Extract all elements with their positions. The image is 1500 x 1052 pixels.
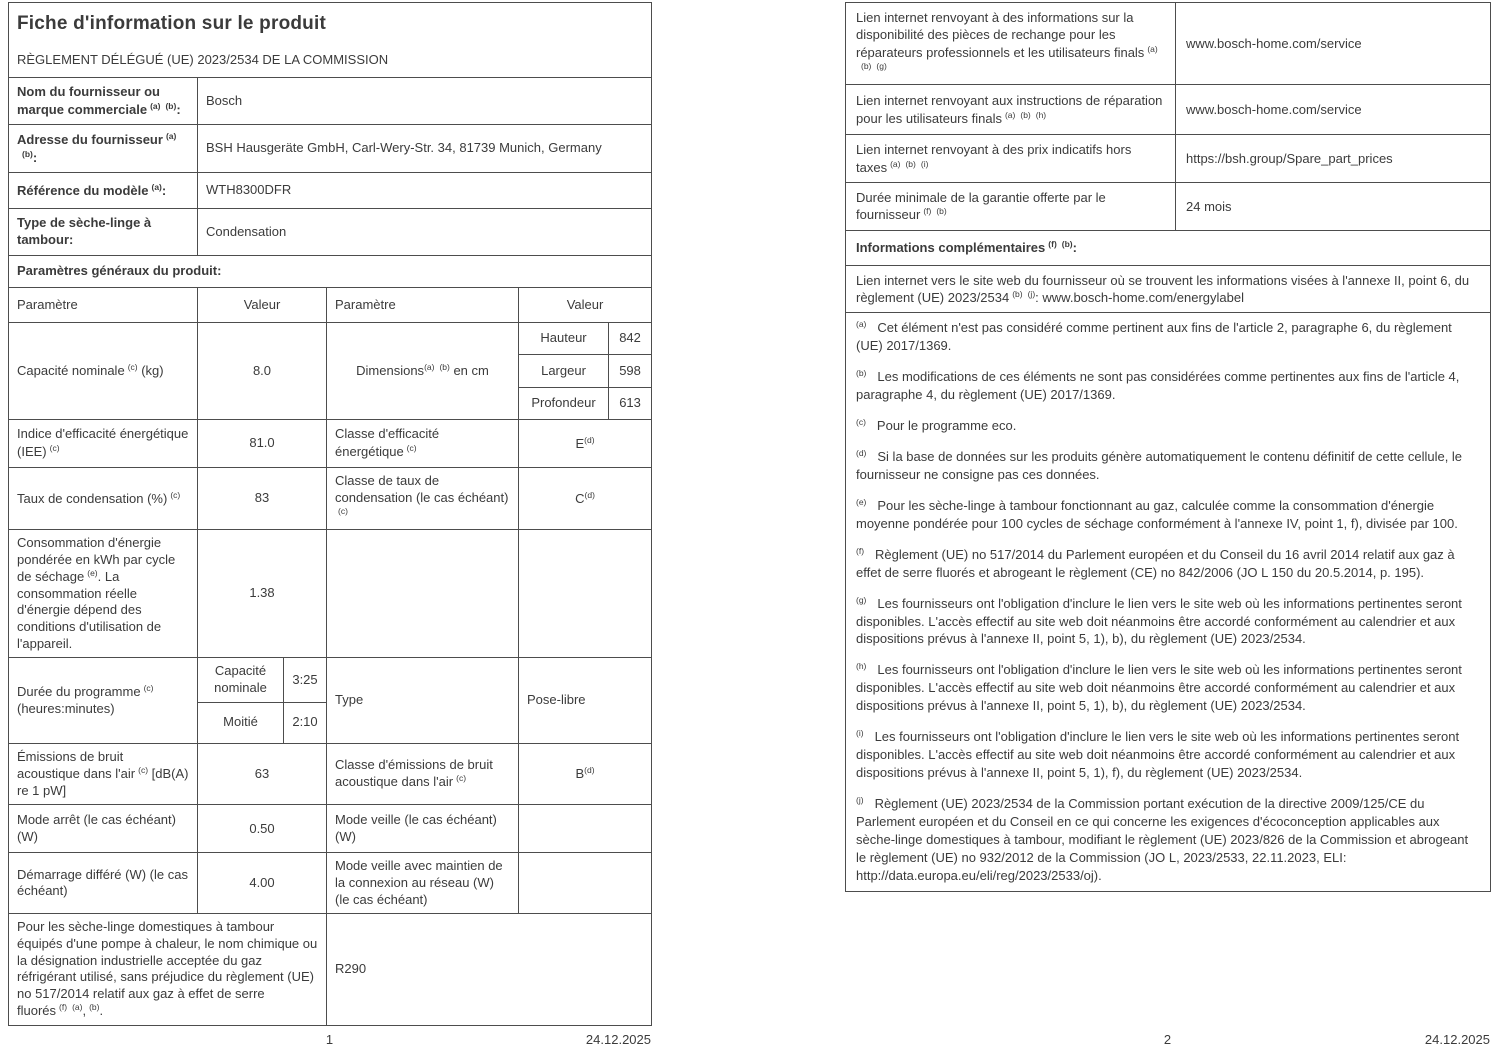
dimension-height-value: 842 bbox=[609, 323, 652, 355]
footnote-marker: (a) bbox=[165, 130, 177, 141]
delayed-start-label: Démarrage différé (W) (le cas échéant) bbox=[9, 853, 198, 914]
page1-date: 24.12.2025 bbox=[585, 1032, 651, 1047]
dimension-depth-value: 613 bbox=[609, 388, 652, 420]
footnote-marker: (a) bbox=[150, 100, 161, 111]
model-reference-label: Référence du modèle $^{(a)}$: bbox=[9, 173, 198, 209]
delayed-start-value: 4.00 bbox=[198, 853, 327, 914]
footnote-marker: (c) bbox=[338, 506, 348, 517]
condensation-rate-label: Taux de condensation (%) $^{(c)}$ bbox=[9, 468, 198, 530]
footnote-marker: (a) bbox=[72, 1002, 83, 1013]
footnote-marker: (a) bbox=[1147, 43, 1158, 54]
dimension-width-value: 598 bbox=[609, 355, 652, 388]
footnote-marker: (f) bbox=[1048, 239, 1057, 250]
energylabel-link-text: Lien internet vers le site web du fournisseur où se trouvent les informations visées à l'annexe II, point 6, du règlement (UE) 2023/2534 $^{(b)}$ $^{(j)}$: www.bosch-home.com/energylabel bbox=[846, 265, 1491, 313]
refrigerant-label: Pour les sèche-linge domestiques à tambour équipés d'une pompe à chaleur, le nom chimique ou la désignation industrielle acceptée du gaz réfrigérant utilisé, sans préjudice du règlement (UE) no 517/2014 relatif aux gaz à effet de serre fluorés $^{(f)}$ $^{(a)}$, $^{(b)}$. bbox=[9, 914, 327, 1026]
condensation-class-label: Classe de taux de condensation (le cas échéant)$^{(c)}$ bbox=[327, 468, 519, 530]
network-standby-label: Mode veille avec maintien de la connexion au réseau (W) (le cas échéant) bbox=[327, 853, 519, 914]
refrigerant-value: R290 bbox=[327, 914, 652, 1026]
spare-parts-link-label: Lien internet renvoyant à des informations sur la disponibilité des pièces de rechange pour les réparateurs professionnels et les utilisateurs finals $^{(a)(b)}$ $^{(g)}$ bbox=[846, 3, 1176, 85]
footnote-h: $^{(h)}$ Les fournisseurs ont l'obligation d'inclure le lien vers le site web où les informations pertinentes seront disponibles. L'accès effectif au site web doit néanmoins être accordé conformément au calendrier et aux dispositions prévus à l'annexe II, point 5, 1), b), du règlement (UE) 2023/2534. bbox=[856, 661, 1462, 714]
header-param-2: Paramètre bbox=[327, 288, 519, 323]
footnote-marker: (b) bbox=[861, 60, 872, 71]
condensation-class-value: $C^{(d)}$ bbox=[519, 468, 652, 530]
footnote-e: $^{(e)}$ Pour les sèche-linge à tambour fonctionnant au gaz, calculée comme la consommation d'énergie moyenne pondérée pour 100 cycles de séchage conformément à l'annexe IV, point 1, f), divisée par 100. bbox=[856, 496, 1458, 531]
network-standby-value bbox=[519, 853, 652, 914]
additional-info-heading: Informations complémentaires $^{(f)}$ $^{(b)}$: bbox=[846, 230, 1491, 265]
duration-half-value: 2:10 bbox=[284, 702, 327, 743]
footnote-marker: (d) bbox=[584, 434, 595, 445]
supplier-name-value: Bosch bbox=[198, 78, 652, 125]
footnote-marker: (c) bbox=[406, 443, 417, 453]
footnote-j: $^{(j)}$ Règlement (UE) 2023/2534 de la Commission portant exécution de la directive 2009/125/CE du Parlement européen et du Conseil en ce qui concerne les exigences d'écoconception applicables aux sèche-linge domestiques à tambour, modifiant le règlement (UE) 2023/826 de la Commission et abrogeant le règlement (UE) no 932/2012 de la Commission (JO L, 2023/2533, 22.11.2023, ELI: http://data.europa.eu/eli/reg/2023/2533/oj). bbox=[856, 795, 1469, 883]
iee-label: Indice d'efficacité énergétique (IEE) $^{(c)}$ bbox=[9, 420, 198, 468]
energy-class-label: Classe d'efficacité énergétique $^{(c)}$ bbox=[327, 420, 519, 468]
standby-value bbox=[519, 805, 652, 853]
footnote-marker: (a) bbox=[856, 319, 867, 330]
dryer-type-label: Type de sèche-linge à tambour: bbox=[9, 209, 198, 256]
footnote-marker: (f) bbox=[856, 545, 865, 556]
footnote-marker: (b) bbox=[856, 368, 867, 379]
footnote-i: $^{(i)}$ Les fournisseurs ont l'obligation d'inclure le lien vers le site web où les informations pertinentes seront disponibles. L'accès effectif au site web doit néanmoins être accordé conformément au calendrier et aux dispositions prévus à l'annexe II, point 5, 1), f), du règlement (UE) 2023/2534. bbox=[856, 728, 1460, 781]
energy-consumption-label: Consommation d'énergie pondérée en kWh par cycle de séchage $^{(e)}$. La consommation réelle d'énergie dépend des conditions d'utilisation de l'appareil. bbox=[9, 529, 198, 657]
footnote-marker: (b) bbox=[89, 1002, 100, 1013]
footnote-marker: (c) bbox=[49, 443, 60, 453]
footnote-marker: (a) bbox=[424, 362, 435, 373]
supplier-address-label: Adresse du fournisseur $^{(a)(b)}$: bbox=[9, 125, 198, 173]
supplier-name-label: Nom du fournisseur ou marque commerciale $^{(a)}$ $^{(b)}$: bbox=[9, 78, 198, 125]
footnote-marker: (b) bbox=[165, 100, 177, 111]
footnote-marker: (c) bbox=[143, 683, 154, 694]
dryer-type-value: Condensation bbox=[198, 209, 652, 256]
type-value: Pose-libre bbox=[519, 658, 652, 743]
footnote-marker: (a) bbox=[151, 181, 162, 192]
product-fiche-page-1 bbox=[8, 2, 652, 1026]
footnote-marker: (h) bbox=[856, 661, 867, 672]
prices-link-label: Lien internet renvoyant à des prix indicatifs hors taxes $^{(a)}$ $^{(b)}$ $^{(i)}$ bbox=[846, 135, 1176, 183]
warranty-label: Durée minimale de la garantie offerte par le fournisseur $^{(f)}$ $^{(b)}$ bbox=[846, 183, 1176, 231]
footnote-marker: (a) bbox=[1004, 109, 1016, 120]
footnote-marker: (b) bbox=[439, 362, 450, 373]
iee-value: 81.0 bbox=[198, 420, 327, 468]
footnote-g: $^{(g)}$ Les fournisseurs ont l'obligation d'inclure le lien vers le site web où les informations pertinentes seront disponibles. L'accès effectif au site web doit néanmoins être accordé conformément au calendrier et aux dispositions prévus à l'annexe II, point 5, 1), b), du règlement (UE) 2023/2534. bbox=[856, 594, 1462, 647]
duration-rated-label: Capacité nominale bbox=[198, 658, 284, 702]
footnote-marker: (e) bbox=[87, 568, 98, 579]
empty-cell bbox=[519, 529, 652, 657]
footnote-marker: (i) bbox=[920, 158, 929, 169]
general-params-heading: Paramètres généraux du produit: bbox=[9, 256, 652, 288]
header-value-2: Valeur bbox=[519, 288, 652, 323]
regulation-title: RÈGLEMENT DÉLÉGUÉ (UE) 2023/2534 DE LA COMMISSION bbox=[17, 51, 389, 67]
footnote-marker: (d) bbox=[584, 489, 595, 500]
footnote-marker: (j) bbox=[1027, 288, 1036, 299]
supplier-address-value: BSH Hausgeräte GmbH, Carl-Wery-Str. 34, 81739 Munich, Germany bbox=[198, 125, 652, 173]
off-mode-value: 0.50 bbox=[198, 805, 327, 853]
footnote-marker: (f) bbox=[59, 1002, 68, 1013]
footnote-marker: (b) bbox=[1012, 288, 1023, 299]
footnote-marker: (c) bbox=[856, 417, 866, 427]
footnote-d: $^{(d)}$ Si la base de données sur les produits génère automatiquement le contenu définitif de cette cellule, le fournisseur ne consigne pas ces données. bbox=[856, 447, 1463, 482]
header-param-1: Paramètre bbox=[9, 288, 198, 323]
footnote-marker: (b) bbox=[905, 158, 916, 169]
dimension-height-label: Hauteur bbox=[519, 323, 609, 355]
footnote-marker: (c) bbox=[170, 489, 181, 500]
repair-instructions-link-value: www.bosch-home.com/service bbox=[1176, 85, 1491, 135]
header-value-1: Valeur bbox=[198, 288, 327, 323]
dimension-width-label: Largeur bbox=[519, 355, 609, 388]
footnote-marker: (h) bbox=[1035, 109, 1047, 120]
footnote-marker: (g) bbox=[876, 60, 887, 71]
program-duration-label: Durée du programme $^{(c)}$ (heures:minutes) bbox=[9, 658, 198, 743]
energy-class-value: $E^{(d)}$ bbox=[519, 420, 652, 468]
type-label: Type bbox=[327, 658, 519, 743]
footnotes-cell bbox=[846, 313, 1491, 891]
spare-parts-link-value: www.bosch-home.com/service bbox=[1176, 3, 1491, 85]
duration-half-label: Moitié bbox=[198, 702, 284, 743]
footnote-marker: (j) bbox=[856, 795, 864, 805]
footnote-marker: (d) bbox=[856, 447, 867, 458]
footnote-marker: (e) bbox=[856, 496, 867, 507]
footnote-c: $^{(c)}$ Pour le programme eco. bbox=[856, 417, 1017, 433]
noise-class-label: Classe d'émissions de bruit acoustique dans l'air $^{(c)}$ bbox=[327, 743, 519, 805]
capacity-value: 8.0 bbox=[198, 323, 327, 420]
footnote-marker: (b) bbox=[936, 206, 947, 217]
footnote-marker: (c) bbox=[456, 773, 467, 784]
footnote-marker: (i) bbox=[856, 728, 864, 739]
footnote-marker: (g) bbox=[856, 594, 867, 605]
off-mode-label: Mode arrêt (le cas échéant) (W) bbox=[9, 805, 198, 853]
product-fiche-page-2 bbox=[845, 2, 1491, 892]
model-reference-value: WTH8300DFR bbox=[198, 173, 652, 209]
dimension-depth-label: Profondeur bbox=[519, 388, 609, 420]
standby-label: Mode veille (le cas échéant) (W) bbox=[327, 805, 519, 853]
prices-link-value: https://bsh.group/Spare_part_prices bbox=[1176, 135, 1491, 183]
noise-value: 63 bbox=[198, 743, 327, 805]
footnote-marker: (c) bbox=[138, 765, 149, 776]
footnote-f: $^{(f)}$ Règlement (UE) no 517/2014 du Parlement européen et du Conseil du 16 avril 2014 relatif aux gaz à effet de serre fluorés et abrogeant le règlement (CE) no 842/2006 (JO L 150 du 20.5.2014, p. 195). bbox=[856, 545, 1455, 580]
page2-date: 24.12.2025 bbox=[1424, 1032, 1490, 1047]
page1-number: 1 bbox=[325, 1032, 334, 1047]
condensation-rate-value: 83 bbox=[198, 468, 327, 530]
footnote-marker: (a) bbox=[890, 158, 901, 169]
noise-label: Émissions de bruit acoustique dans l'air $^{(c)}$ [dB(A) re 1 pW] bbox=[9, 743, 198, 805]
footnote-marker: (f) bbox=[923, 206, 932, 217]
footnote-marker: (c) bbox=[127, 362, 138, 373]
footnote-marker: (b) bbox=[1061, 239, 1073, 250]
noise-class-value: $B^{(d)}$ bbox=[519, 743, 652, 805]
page2-number: 2 bbox=[1163, 1032, 1172, 1047]
duration-rated-value: 3:25 bbox=[284, 658, 327, 702]
footnote-b: $^{(b)}$ Les modifications de ces éléments ne sont pas considérées comme pertinentes aux fins de l'article 4, paragraphe 4, du règlement (UE) 2017/1369. bbox=[856, 368, 1460, 403]
footnote-marker: (b) bbox=[22, 148, 33, 159]
footnote-marker: (b) bbox=[1020, 109, 1031, 120]
title-cell bbox=[9, 3, 652, 78]
repair-instructions-link-label: Lien internet renvoyant aux instructions de réparation pour les utilisateurs finals $^{(a)}$ $^{(b)}$ $^{(h)}$ bbox=[846, 85, 1176, 135]
capacity-label: Capacité nominale $^{(c)}$ (kg) bbox=[9, 323, 198, 420]
dimensions-label: Dimensions$^{(a)}$ $^{(b)}$ en cm bbox=[327, 323, 519, 420]
footnote-marker: (d) bbox=[584, 765, 595, 776]
footnote-a: $^{(a)}$ Cet élément n'est pas considéré comme pertinent aux fins de l'article 2, paragraphe 6, du règlement (UE) 2017/1369. bbox=[856, 319, 1452, 354]
empty-cell bbox=[327, 529, 519, 657]
warranty-value: 24 mois bbox=[1176, 183, 1491, 231]
energy-consumption-value: 1.38 bbox=[198, 529, 327, 657]
page-title: Fiche d'information sur le produit bbox=[17, 12, 326, 34]
